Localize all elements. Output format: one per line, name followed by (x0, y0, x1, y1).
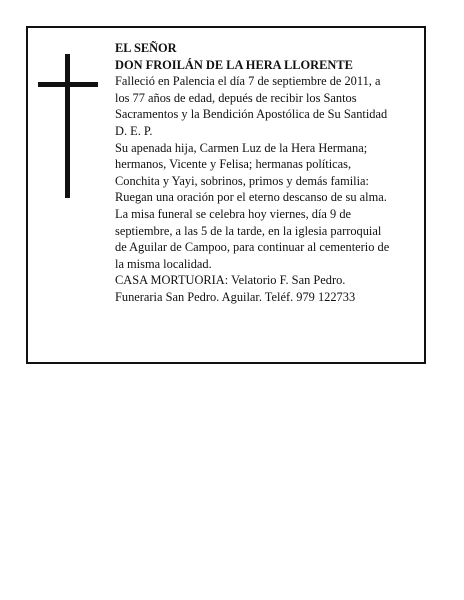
body-line: La misa funeral se celebra hoy viernes, día 9 de (115, 206, 352, 221)
body-line: Funeraria San Pedro. Aguilar. Teléf. 979 122733 (115, 289, 356, 304)
cross-vertical-bar (65, 54, 70, 198)
body-line: septiembre, a las 5 de la tarde, en la iglesia parroquial (115, 223, 382, 238)
body-line: la misma localidad. (115, 256, 212, 271)
body-line: Conchita y Yayi, sobrinos, primos y demás familia: (115, 173, 369, 188)
body-line: Falleció en Palencia el día 7 de septiembre de 2011, a (115, 74, 381, 89)
notice-heading: EL SEÑOR (115, 41, 177, 55)
body-line: Sacramentos y la Bendición Apostólica de Su Santidad (115, 107, 388, 122)
deceased-name: DON FROILÁN DE LA HERA LLORENTE (115, 57, 353, 72)
notice-text (115, 40, 421, 306)
body-line: CASA MORTUORIA: Velatorio F. San Pedro. (115, 273, 346, 288)
body-line: de Aguilar de Campoo, para continuar al cementerio de (115, 240, 390, 255)
body-line: D. E. P. (115, 123, 153, 138)
cross-horizontal-bar (38, 82, 98, 87)
obituary-notice (26, 26, 426, 364)
body-line: los 77 años de edad, depués de recibir los Santos (115, 90, 357, 105)
body-line: Su apenada hija, Carmen Luz de la Hera Hermana; (115, 140, 368, 155)
body-line: Ruegan una oración por el eterno descanso de su alma. (115, 190, 387, 205)
cross-icon (38, 54, 98, 198)
body-line: hermanos, Vicente y Felisa; hermanas políticas, (115, 157, 352, 172)
